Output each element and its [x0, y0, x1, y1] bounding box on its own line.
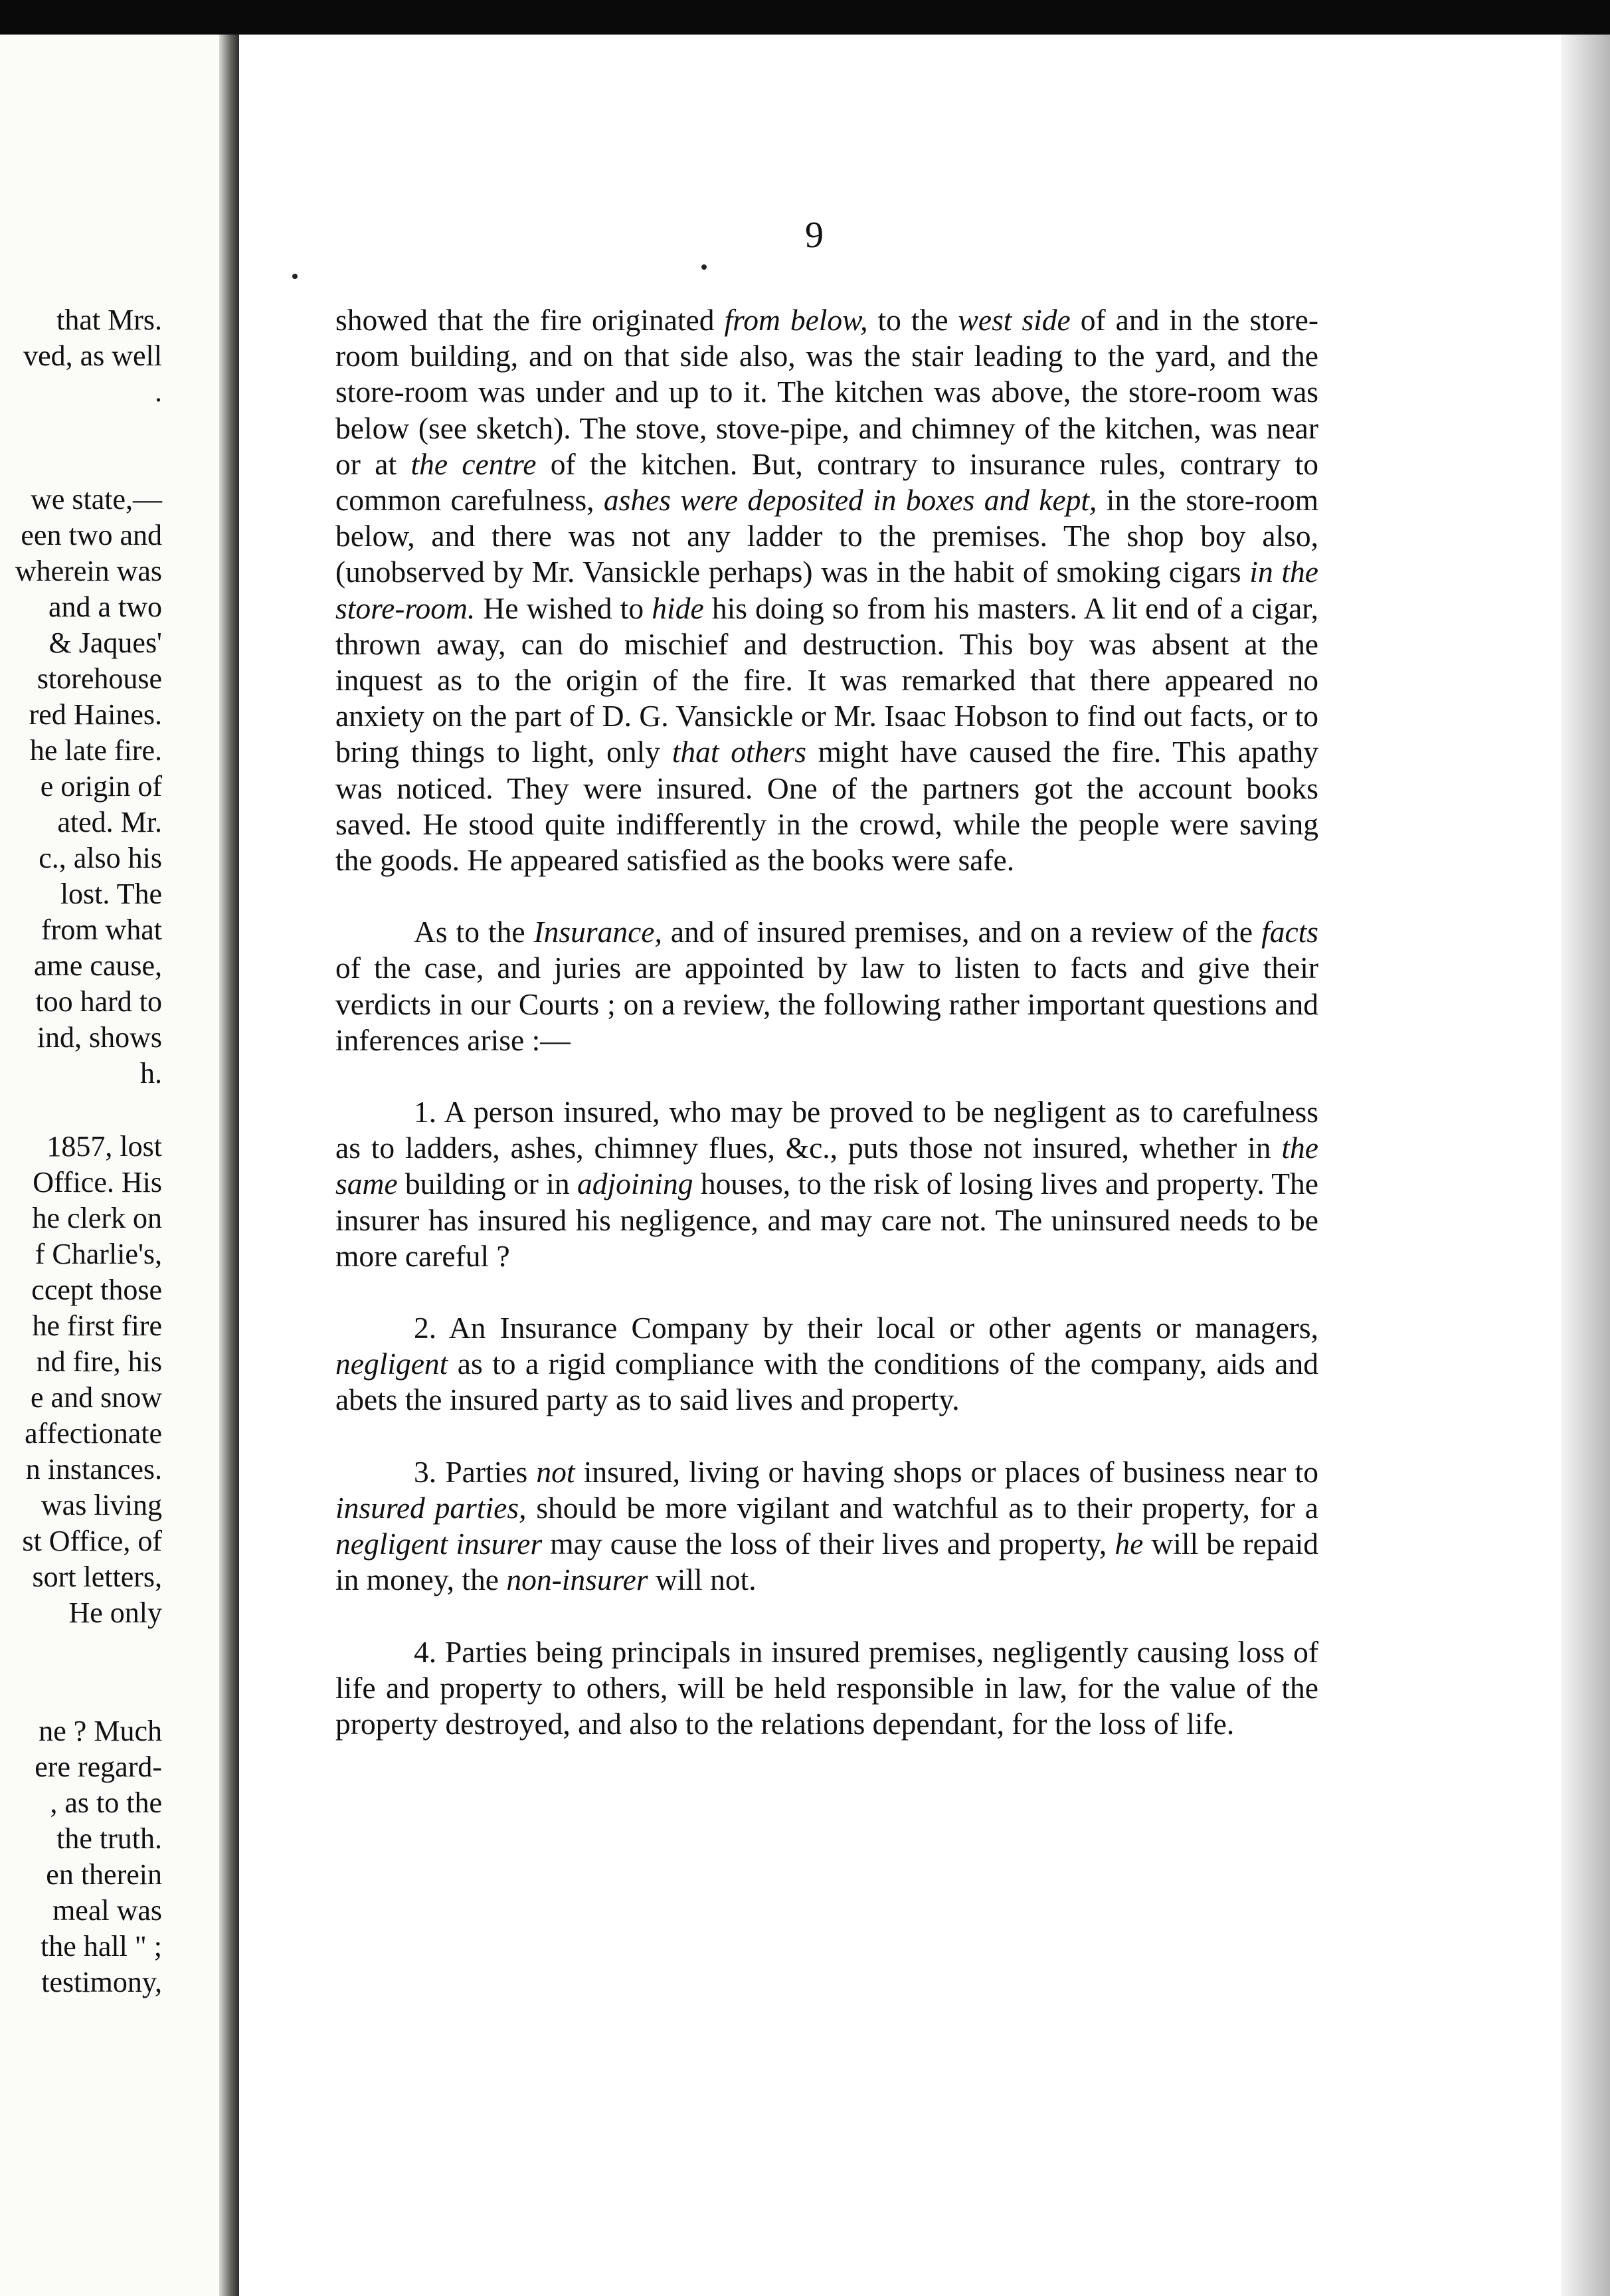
- left-line: ne ? Much: [39, 1715, 162, 1747]
- left-line: nd fire, his: [36, 1345, 162, 1378]
- left-line: ind, shows: [37, 1021, 162, 1054]
- list-item: [335, 1634, 1318, 1743]
- left-line: he clerk on: [32, 1202, 162, 1234]
- list-item: [335, 1454, 1318, 1598]
- text-run: building or in: [397, 1167, 578, 1201]
- text-run: He wished to: [475, 591, 652, 625]
- italic-run: west side: [958, 303, 1071, 337]
- italic-run: facts: [1261, 915, 1318, 949]
- left-line: He only: [68, 1596, 162, 1629]
- left-line: een two and: [21, 519, 162, 551]
- list-item: [335, 1094, 1318, 1274]
- left-line: ame cause,: [34, 949, 162, 982]
- scan-top-border: [0, 0, 1610, 35]
- paragraph: [335, 302, 1318, 878]
- left-line: c., also his: [39, 842, 162, 874]
- left-line: h.: [140, 1057, 162, 1090]
- left-line: was living: [41, 1489, 162, 1521]
- left-line: ved, as well: [23, 339, 162, 372]
- text-run: will not.: [648, 1563, 757, 1597]
- page-number: 9: [805, 215, 824, 256]
- text-run: might have caused the fire. This apathy was noticed. They were insured. One of the partners got the account books saved. He stood quite indifferently in the crowd, while the people were saving the goods. He appeared satisfied as the books were safe.: [335, 735, 1318, 878]
- text-run: of the kitchen. But, contrary to insurance rules, contrary to common carefulness,: [335, 446, 1318, 518]
- text-run: houses, to the risk of losing lives and property. The insurer has insured his negligence, and may care not. The uninsured needs to be more careful ?: [335, 1167, 1318, 1273]
- italic-run: the centre: [410, 446, 537, 481]
- page-edge-shadow: [1561, 35, 1610, 2296]
- italic-run: that others: [671, 735, 806, 769]
- left-line: from what: [41, 913, 162, 946]
- speck: [701, 264, 707, 270]
- text-run: to the: [867, 303, 958, 337]
- left-line: f Charlie's,: [35, 1238, 162, 1270]
- text-run: of the case, and juries are appointed by law to listen to facts and give their verdicts in our Courts ; on a review, the following rather important questions and inferences arise :—: [335, 951, 1318, 1057]
- text-run: his doing so from his masters. A lit end of a cigar, thrown away, can do mischief and destruction. This boy was absent at the inquest as to the origin of the fire. It was remarked that there appeared no anxiety on the part of D. G. Vansickle or Mr. Isaac Hobson to find out facts, or to bring things to light, only: [335, 591, 1318, 769]
- italic-run: negligent insurer: [335, 1527, 543, 1561]
- left-line: .: [155, 375, 162, 408]
- left-line: red Haines.: [29, 698, 162, 731]
- italic-run: ashes were deposited in boxes and kept,: [603, 483, 1097, 518]
- left-line: Office. His: [33, 1166, 162, 1198]
- body-text: [335, 302, 1318, 1742]
- text-run: As to the: [414, 915, 534, 949]
- left-line: the truth.: [56, 1822, 162, 1855]
- left-line: ccept those: [31, 1274, 162, 1306]
- left-line: ere regard-: [35, 1751, 162, 1783]
- text-run: should be more vigilant and watchful as to their property, for a: [526, 1490, 1319, 1525]
- text-run: insured, living or having shops or places of business near to: [575, 1454, 1318, 1489]
- left-line: he late fire.: [29, 734, 162, 767]
- italic-run: negligent: [335, 1347, 448, 1381]
- italic-run: the same: [335, 1131, 1318, 1201]
- left-line: e origin of: [40, 770, 162, 803]
- left-line: meal was: [52, 1894, 162, 1927]
- left-line: lost. The: [60, 878, 162, 910]
- italic-run: adjoining: [577, 1167, 693, 1201]
- left-line: wherein was: [15, 555, 162, 587]
- text-run: 2. An Insurance Company by their local or other agents or managers,: [414, 1311, 1318, 1345]
- text-run: as to a rigid compliance with the conditions of the company, aids and abets the insured party as to said lives and property.: [335, 1347, 1318, 1417]
- list-item: [335, 1310, 1318, 1418]
- left-line: sort letters,: [32, 1561, 162, 1593]
- left-line: e and snow: [31, 1381, 162, 1414]
- left-line: st Office, of: [22, 1525, 162, 1557]
- text-run: of and in the store-room building, and on that side also, was the stair leading to the yard, and the store-room was under and up to it. The kitchen was above, the store-room was below (see sketch). The stove, stove-pipe, and chimney of the kitchen, was near or at: [335, 303, 1318, 481]
- left-line: testimony,: [41, 1966, 162, 1998]
- previous-page-fragment: [0, 35, 226, 2296]
- left-line: storehouse: [37, 662, 162, 695]
- text-run: 3. Parties: [414, 1454, 537, 1489]
- speck: [292, 274, 298, 279]
- left-line: en therein: [46, 1858, 162, 1891]
- left-line: & Jaques': [48, 626, 162, 659]
- left-line: too hard to: [35, 985, 162, 1018]
- left-line: he first fire: [32, 1309, 162, 1342]
- italic-run: not: [536, 1454, 575, 1489]
- text-run: in the store-room below, and there was not any ladder to the premises. The shop boy also, (unobserved by Mr. Vansickle perhaps) was in the habit of smoking cigars: [335, 483, 1319, 589]
- left-line: n instances.: [25, 1453, 162, 1485]
- left-line: affectionate: [25, 1417, 162, 1450]
- left-line: and a two: [48, 591, 162, 623]
- italic-run: Insurance,: [533, 915, 662, 949]
- left-line: that Mrs.: [56, 304, 162, 336]
- italic-run: non-insurer: [506, 1563, 648, 1597]
- text-run: and of insured premises, and on a review of the: [662, 915, 1262, 949]
- text-run: 4. Parties being principals in insured premises, negligently causing loss of life and property to others, will be held responsible in law, for the value of the property destroyed, and also to the relations dependant, for the loss of life.: [335, 1634, 1318, 1741]
- text-run: will be repaid in money, the: [335, 1527, 1318, 1597]
- left-line: we state,—: [31, 483, 162, 516]
- left-line: ated. Mr.: [57, 806, 162, 838]
- text-run: may cause the loss of their lives and property,: [542, 1527, 1115, 1561]
- text-run: 1. A person insured, who may be proved to be negligent as to carefulness as to ladders, ashes, chimney flues, &c., puts those not insured, whether in: [335, 1095, 1318, 1165]
- italic-run: from below,: [724, 303, 868, 337]
- italic-run: insured parties,: [335, 1490, 527, 1525]
- text-run: showed that the fire originated: [335, 303, 725, 337]
- left-line: , as to the: [50, 1786, 162, 1819]
- italic-run: hide: [652, 591, 704, 625]
- italic-run: in the store-room.: [335, 555, 1318, 625]
- italic-run: he: [1115, 1527, 1144, 1561]
- paragraph: [335, 914, 1318, 1058]
- left-line: 1857, lost: [46, 1130, 162, 1163]
- book-gutter: [219, 35, 239, 2296]
- left-line: the hall " ;: [41, 1930, 162, 1962]
